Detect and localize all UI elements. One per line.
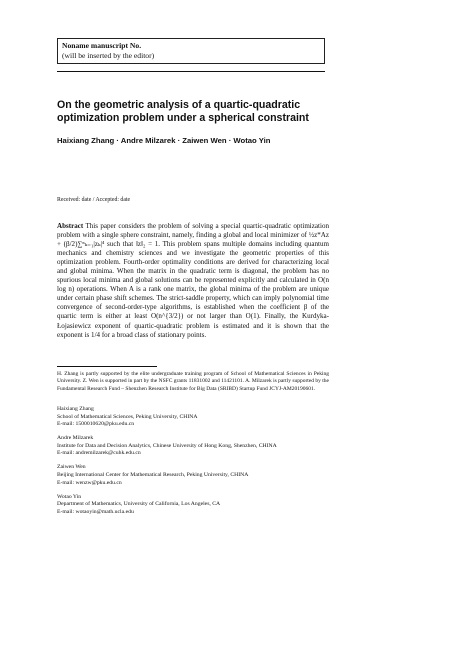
affiliation-yin [57, 494, 329, 517]
affiliations [57, 406, 329, 523]
affiliation-name: Wotao Yin [57, 493, 82, 500]
affiliation-email: E-mail: wotaoyin@math.ucla.edu [57, 508, 134, 515]
manuscript-number-box [57, 38, 325, 64]
funding-footnote: H. Zhang is partly supported by the elite undergraduate training program of School of Mathematical Sciences in Peking University. Z. Wen is supported in part by the NSFC grants 11831002 and 11421101. A. Milzarek is partly supported by the Fundamental Research Fund – Shenzhen Research Institute for Big Data (SRIBD) Startup Fund JCYJ-AM20190601. [57, 371, 329, 392]
author-list: Haixiang Zhang · Andre Milzarek · Zaiwen Wen · Wotao Yin [57, 136, 271, 145]
affiliation-institution: Institute for Data and Decision Analytics, Chinese University of Hong Kong, Shenzhen, CHINA [57, 442, 277, 449]
footnote-rule [57, 366, 157, 367]
affiliation-zhang [57, 406, 329, 429]
paper-title: On the geometric analysis of a quartic-quadratic optimization problem under a spherical constraint [57, 99, 309, 124]
abstract-text: This paper considers the problem of solving a special quartic-quadratic optimization problem with a single sphere constraint, namely, finding a global and local minimizer of ½z*Az + (β/2)∑ⁿₖ₌₁|zₖ|⁴ such that ‖z‖₂ = 1. This problem spans multiple domains including quantum mechanics and chemistry sciences and we investigate the geometric properties of this optimization problem. Fourth-order optimality conditions are derived for characterizing local and global minima. When the matrix in the quadratic term is diagonal, the problem has no spurious local minima and global solutions can be represented explicitly and calculated in O(n log n) operations. When A is a rank one matrix, the global minima of the problem are unique under certain phase shift schemes. The strict-saddle property, which can imply polynomial time convergence of second-order-type algorithms, is established when the coefficient β of the quartic term is either at least O(n^{3/2}) or not larger than O(1). Finally, the Kurdyka-Łojasiewicz exponent of quartic-quadratic problem is estimated and it is shown that the exponent is 1/4 for a broad class of stationary points. [57, 222, 329, 339]
affiliation-wen [57, 464, 329, 487]
affiliation-institution: School of Mathematical Sciences, Peking University, CHINA [57, 413, 198, 420]
received-date: Received: date / Accepted: date [57, 197, 131, 203]
affiliation-name: Haixiang Zhang [57, 406, 94, 412]
affiliation-name: Zaiwen Wen [57, 464, 86, 471]
manuscript-number-note: (will be inserted by the editor) [62, 51, 155, 60]
affiliation-institution: Beijing International Center for Mathematical Research, Peking University, CHINA [57, 471, 249, 478]
affiliation-institution: Department of Mathematics, University of California, Los Angeles, CA [57, 501, 221, 508]
affiliation-email: E-mail: andremilzarek@cuhk.edu.cn [57, 450, 141, 457]
affiliation-email: E-mail: wenzw@pku.edu.cn [57, 479, 122, 486]
manuscript-number-label: Noname manuscript No. [62, 41, 142, 50]
affiliation-name: Andre Milzarek [57, 435, 94, 442]
abstract [57, 222, 329, 340]
header-rule [57, 71, 325, 72]
abstract-label: Abstract [57, 222, 84, 230]
affiliation-email: E-mail: 1500010620@pku.edu.cn [57, 421, 135, 428]
affiliation-milzarek [57, 435, 329, 458]
